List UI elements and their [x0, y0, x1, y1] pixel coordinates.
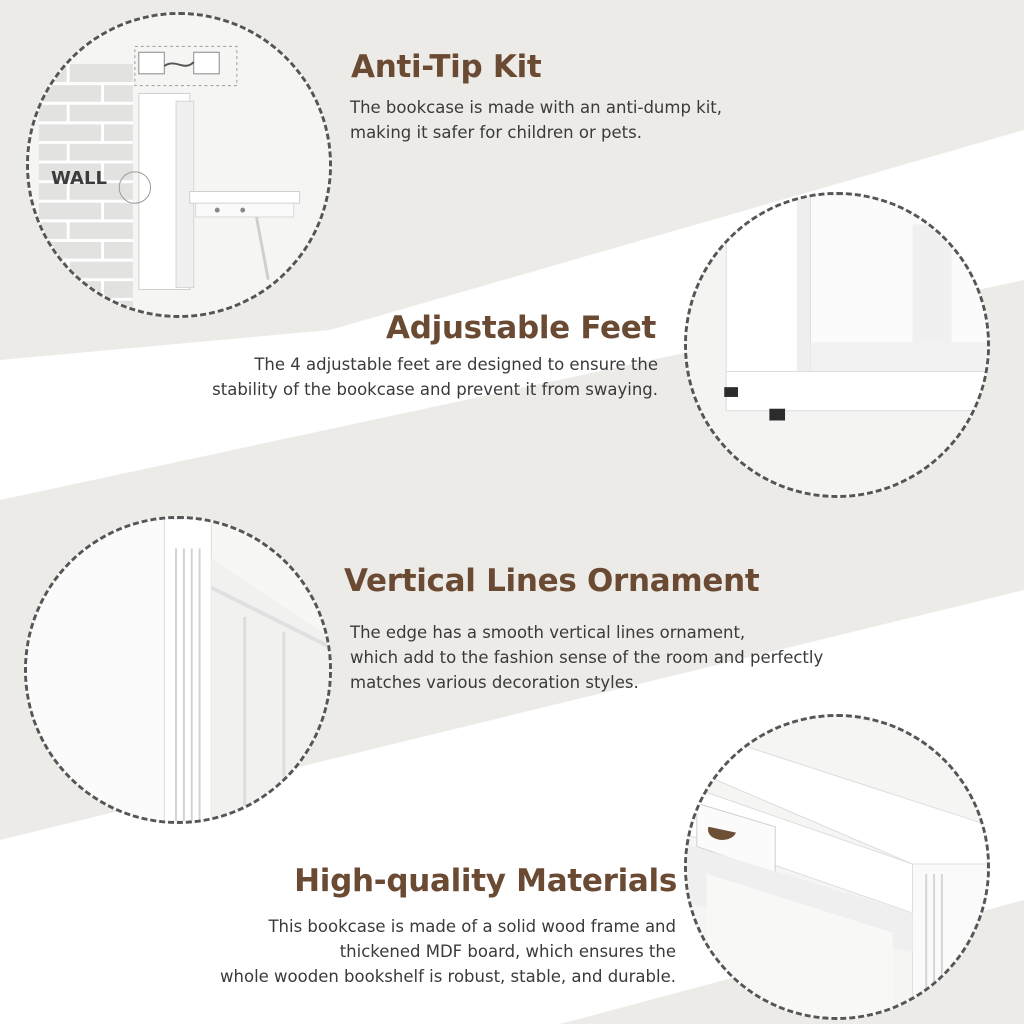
materials-illustration [687, 717, 987, 1017]
wall-label: WALL [51, 168, 107, 189]
feature-desc-vertical-lines: The edge has a smooth vertical lines ornament, which add to the fashion sense of the room and perfectly matches various decoration styles. [350, 623, 824, 692]
feature-title-anti-tip: Anti-Tip Kit [351, 49, 542, 85]
adjustable-feet-illustration [687, 195, 987, 495]
feature-title-adjustable-feet: Adjustable Feet [386, 310, 656, 346]
feature-desc-anti-tip: The bookcase is made with an anti-dump kit, making it safer for children or pets. [350, 98, 723, 142]
feature-title-vertical-lines: Vertical Lines Ornament [344, 563, 760, 599]
feature-title-materials: High-quality Materials [294, 863, 677, 899]
vertical-lines-image [24, 516, 332, 824]
anti-tip-illustration [29, 15, 329, 315]
adjustable-feet-image [684, 192, 990, 498]
vertical-lines-illustration [27, 519, 329, 821]
feature-desc-adjustable-feet: The 4 adjustable feet are designed to ensure the stability of the bookcase and prevent it from swaying. [212, 355, 658, 399]
feature-desc-materials: This bookcase is made of a solid wood frame and thickened MDF board, which ensures the whole wooden bookshelf is robust, stable, and durable. [220, 917, 676, 986]
materials-image [684, 714, 990, 1020]
anti-tip-kit-image [26, 12, 332, 318]
